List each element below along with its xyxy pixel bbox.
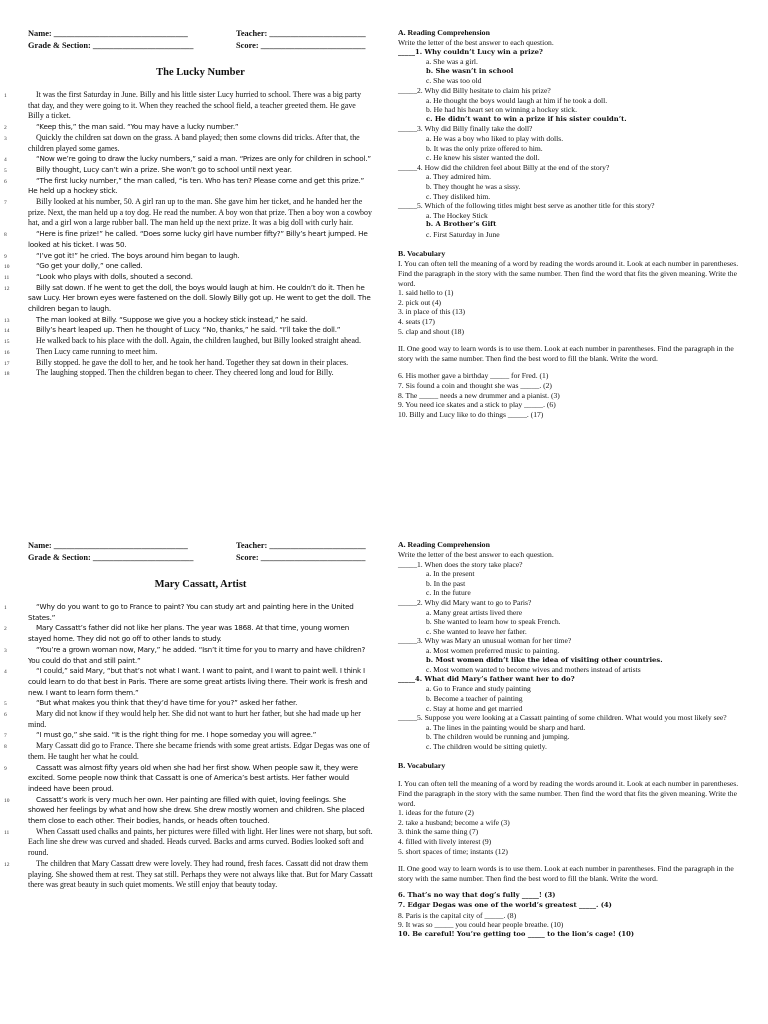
header-row-1 [28, 540, 373, 552]
paragraph-text: Billy stopped. he gave the doll to her, and he took her hand. Together they sat down in their places. [36, 357, 349, 367]
question-2: _____2. Why did Billy hesitate to claim his prize? [398, 85, 551, 95]
paragraph-text: He walked back to his place with the doll. Again, the children laughed, but Billy looked straight ahead. [36, 336, 361, 346]
paragraph-text: “But what makes you think that they’d have time for you?” asked her father. [36, 698, 298, 708]
paragraph-text: The children that Mary Cassatt drew were lovely. They had round, fresh faces. Cassatt did not draw them playing. She showed them at rest. They sat still. Perhaps they were not always like that. But for Mary Cassatt there was great beauty in such quiet moments. We still enjoy that beauty today. [28, 858, 373, 890]
name-field: Name: ________________________________ [28, 541, 188, 550]
story-paragraph [4, 164, 373, 176]
story-paragraph [4, 709, 373, 730]
option: a. The lines in the painting would be sharp and hard. [426, 722, 586, 732]
story-column [4, 28, 373, 379]
story-paragraph [4, 346, 373, 358]
vocab-item: 9. It was so _____ you could hear people breathe. (10) [398, 920, 564, 930]
vocabulary-part2-instruction: II. One good way to learn words is to use them. Look at each number in parentheses. Find the paragraph in the story with the same number. Then find the best word to fill the blank. Write the word. [398, 344, 734, 363]
paragraph-text: Billy’s heart leaped up. Then he thought of Lucy. “No, thanks,” he said. “I’ll take the doll.” [36, 325, 341, 335]
paragraph-number: 13 [4, 317, 10, 324]
option: b. Become a teacher of painting [426, 693, 523, 703]
vocab-item: 10. Be careful! You’re getting too _____ to the lion’s cage! (10) [398, 929, 635, 938]
story-paragraph [4, 741, 373, 762]
paragraph-number: 9 [4, 253, 7, 260]
paragraph-number: 10 [4, 797, 10, 804]
option: b. They thought he was a sissy. [426, 181, 521, 191]
question-4: _____4. How did the children feel about Billy at the end of the story? [398, 162, 610, 172]
teacher-field: Teacher: _______________________ [236, 29, 366, 38]
vocab-item: 7. Edgar Degas was one of the world’s greatest _____. (4) [398, 901, 612, 909]
header-row-2 [28, 40, 373, 52]
paragraph-text: The man looked at Billy. “Suppose we give you a hockey stick instead,” he said. [36, 314, 308, 324]
story-paragraph [4, 336, 373, 347]
vocabulary-part1-instruction: I. You can often tell the meaning of a word by reading the words around it. Look at each number in parentheses. Find the paragraph in the story with the same number. Then find the word that fits the given meaning. Write the word. [398, 259, 739, 288]
paragraph-number: 1 [4, 605, 7, 611]
paragraph-number: 18 [4, 371, 10, 378]
paragraph-number: 4 [4, 669, 7, 676]
option: c. She wanted to leave her father. [426, 626, 527, 636]
story-paragraph [4, 271, 373, 283]
paragraph-text: Billy thought, Lucy can’t win a prize. She won’t go to school until next year. [36, 164, 292, 174]
grade-field: Grade & Section: ________________________ [28, 553, 194, 562]
option: c. He didn’t want to win a prize if his sister couldn’t. [426, 114, 627, 123]
story-paragraph [4, 368, 373, 379]
story-paragraph [4, 644, 373, 666]
story-paragraph [4, 261, 373, 272]
story-paragraph [4, 175, 373, 197]
paragraph-number: 3 [4, 135, 7, 142]
option: a. Many great artists lived there [426, 607, 523, 617]
reading-section-title: A. Reading Comprehension [398, 28, 490, 37]
option: a. They admired him. [426, 172, 492, 182]
paragraph-number: 5 [4, 167, 7, 174]
vocabulary-section-title: B. Vocabulary [398, 761, 446, 771]
paragraph-text: “I’ve got it!” he cried. The boys around him began to laugh. [36, 250, 240, 260]
paragraph-number: 17 [4, 360, 10, 367]
story-paragraph [4, 314, 373, 326]
question-1: _____1. When does the story take place? [398, 559, 523, 569]
questions-column [398, 28, 748, 419]
paragraph-text: Mary Cassatt did go to France. There she became friends with some great artists. Edgar Degas was one of them. He taught her what he could. [28, 741, 370, 761]
option: a. In the present [426, 569, 475, 579]
option: b. Most women didn’t like the idea of visiting other countries. [426, 655, 663, 664]
vocab-item: 1. said hello to (1) [398, 288, 454, 298]
story-paragraph [4, 197, 373, 229]
paragraph-text: Mary did not know if they would help her. She did not want to hurt her father, but she had made up her mind. [28, 709, 361, 729]
story-paragraph [4, 826, 373, 859]
vocabulary-part1-instruction: I. You can often tell the meaning of a word by reading the words around it. Look at each number in parentheses. Find the paragraph in the story with the same number. Then find the word that fits the given meaning. Write the word. [398, 779, 739, 808]
paragraph-number: 7 [4, 200, 7, 207]
paragraph-text: It was the first Saturday in June. Billy and his little sister Lucy hurried to school. There was a big party that day, and they were going to it. When they reached the school field, a teacher greeted them. He gave Billy a ticket. [28, 90, 362, 121]
story-paragraph [4, 762, 373, 795]
paragraph-number: 2 [4, 626, 7, 633]
header-row-2 [28, 552, 373, 564]
option: a. Go to France and study painting [426, 684, 531, 694]
story-body [4, 602, 373, 891]
paragraph-text: Then Lucy came running to meet him. [36, 346, 158, 356]
paragraph-text: “You’re a grown woman now, Mary,” he added. “Isn’t it time for you to marry and have children? You could do that and still paint.” [28, 644, 366, 665]
question-3: _____3. Why was Mary an unusual woman for her time? [398, 636, 572, 646]
option: b. She wasn’t in school [426, 66, 514, 75]
story-paragraph [4, 122, 373, 133]
option: b. A Brother’s Gift [426, 220, 497, 229]
paragraph-number: 12 [4, 861, 10, 868]
story-paragraph [4, 698, 373, 709]
option: c. She was too old [426, 76, 482, 86]
paragraph-number: 3 [4, 647, 7, 654]
story-column [4, 540, 373, 891]
option: b. She wanted to learn how to speak French. [426, 617, 561, 627]
paragraph-text: Billy sat down. If he went to get the doll, the boys would laugh at him. He couldn’t do it. Then he saw Lucy. Her brown eyes were fastened on the doll. Slowly Billy got up. He went to get the doll. The children began to laugh. [28, 282, 371, 314]
story-body [4, 90, 373, 379]
story-title: The Lucky Number [156, 67, 245, 78]
teacher-field: Teacher: _______________________ [236, 541, 366, 550]
vocab-item: 5. short spaces of time; instants (12) [398, 846, 508, 856]
vocab-item: 2. pick out (4) [398, 297, 442, 307]
vocab-item: 8. Paris is the capital city of _____. (8) [398, 910, 517, 920]
vocabulary-section-title: B. Vocabulary [398, 249, 446, 259]
story-paragraph [4, 250, 373, 262]
paragraph-text: “Go get your dolly,” one called. [36, 261, 143, 271]
vocab-item: 7. Sis found a coin and thought she was _____. (2) [398, 381, 552, 390]
paragraph-number: 11 [4, 274, 10, 281]
paragraph-number: 6 [4, 178, 7, 185]
story-paragraph [4, 154, 373, 165]
story-title: Mary Cassatt, Artist [154, 579, 247, 590]
option: a. She was a girl. [426, 57, 478, 67]
vocab-item: 10. Billy and Lucy like to do things _____. (17) [398, 409, 544, 419]
score-field: Score: _________________________ [236, 553, 366, 562]
paragraph-text: When Cassatt used chalks and paints, her pictures were filled with light. Her lines were not sharp, but soft. Each line she drew was curved and shaded. Heads curved. Backs and arms curved. Bodies looked soft and round. [28, 826, 373, 858]
paragraph-number: 12 [4, 285, 10, 292]
paragraph-number: 6 [4, 712, 7, 719]
story-paragraph [4, 730, 373, 741]
paragraph-text: Cassatt was almost fifty years old when she had her first show. When people saw it, they were excited. Some people now think that Cassatt is one of America’s best artists. Her father would indeed have been proud. [28, 762, 358, 793]
paragraph-text: “Here is fine prize!” he called. “Does some lucky girl have number fifty?” Billy’s heart jumped. He looked at his ticket. I was 50. [28, 229, 368, 249]
paragraph-text: “Why do you want to go to France to paint? You can study art and painting here in the United States.” [28, 602, 354, 622]
paragraph-number: 7 [4, 733, 7, 740]
paragraph-number: 1 [4, 93, 7, 99]
question-4: _____4. What did Mary’s father want her to do? [398, 674, 575, 683]
paragraph-text: “Now we’re going to draw the lucky numbers,” said a man. “Prizes are only for children in school.” [36, 154, 371, 164]
question-2: _____2. Why did Mary want to go to Paris? [398, 597, 532, 607]
question-5: _____5. Suppose you were looking at a Cassatt painting of some children. What would you most likely see? [398, 713, 727, 723]
story-paragraph [4, 602, 373, 623]
paragraph-number: 9 [4, 765, 7, 772]
paragraph-number: 4 [4, 157, 7, 164]
vocab-item: 1. ideas for the future (2) [398, 808, 474, 818]
vocab-item: 6. His mother gave a birthday _____ for Fred. (1) [398, 371, 549, 381]
paragraph-text: Mary Cassatt’s father did not like her plans. The year was 1868. At that time, young women stayed home. They did not go off to other lands to study. [28, 623, 350, 644]
vocab-item: 2. take a husband; become a wife (3) [398, 817, 510, 827]
question-5: _____5. Which of the following titles might best serve as another title for this story? [398, 201, 655, 211]
vocabulary-part2-instruction: II. One good way to learn words is to use them. Look at each number in parentheses. Find the paragraph in the story with the same number. Then find the best word to fill the blank. Write the word. [398, 864, 734, 883]
paragraph-text: “I could,” said Mary, “but that’s not what I want. I want to paint, and I want to paint well. I think I could learn to do that best in Paris. There are some great artists living there. Their work is fresh and new. I want to learn form them.” [28, 666, 368, 697]
paragraph-number: 8 [4, 744, 7, 751]
story-paragraph [4, 90, 373, 122]
option: a. He was a boy who liked to play with dolls. [426, 133, 564, 143]
vocab-item: 3. think the same thing (7) [398, 827, 479, 837]
option: a. Most women preferred music to painting. [426, 645, 560, 655]
paragraph-number: 8 [4, 232, 7, 239]
vocab-item: 8. The _____ needs a new drummer and a pianist. (3) [398, 390, 560, 400]
vocab-item: 4. filled with lively interest (9) [398, 837, 492, 847]
option: a. He thought the boys would laugh at him if he took a doll. [426, 95, 608, 105]
story-paragraph [4, 623, 373, 644]
paragraph-number: 15 [4, 339, 10, 346]
vocab-item: 6. That’s no way that dog’s fully _____! (3) [398, 891, 556, 900]
story-paragraph [4, 858, 373, 891]
paragraph-text: “The first lucky number,” the man called, “is ten. Who has ten? Please come and get this prize.” He held up a hockey stick. [28, 175, 365, 196]
paragraph-number: 14 [4, 328, 10, 335]
story-paragraph [4, 229, 373, 250]
vocab-item: 9. You need ice skates and a stick to play _____. (6) [398, 400, 556, 410]
question-1: _____1. Why couldn’t Lucy win a prize? [398, 47, 543, 56]
story-paragraph [4, 325, 373, 336]
paragraph-text: Cassatt’s work is very much her own. Her painting are filled with quiet, loving feelings. She showed her feelings by what and how she drew. She drew mostly women and children. She placed them close to each other. Their bodies, hands, or heads often touched. [28, 794, 365, 826]
vocab-item: 4. seats (17) [398, 317, 435, 327]
reading-section-title: A. Reading Comprehension [398, 540, 490, 549]
option: c. Most women wanted to become wives and mothers instead of artists [426, 665, 641, 675]
option: a. The Hockey Stick [426, 210, 488, 220]
option: c. The children would be sitting quietly. [426, 741, 547, 751]
paragraph-text: “I must go,” she said. “It is the right thing for me. I hope someday you will agree.” [36, 730, 317, 740]
paragraph-number: 5 [4, 701, 7, 708]
option: c. In the future [426, 588, 471, 598]
paragraph-number: 2 [4, 125, 7, 132]
paragraph-number: 11 [4, 829, 10, 836]
vocab-item: 5. clap and shout (18) [398, 326, 465, 336]
paragraph-number: 10 [4, 264, 10, 271]
paragraph-text: “Keep this,” the man said. “You may have a lucky number.” [36, 122, 239, 132]
reading-instruction: Write the letter of the best answer to each question. [398, 38, 554, 47]
reading-instruction: Write the letter of the best answer to each question. [398, 550, 554, 559]
story-paragraph [4, 132, 373, 154]
option: c. They disliked him. [426, 191, 491, 201]
header-row-1 [28, 28, 373, 40]
story-paragraph [4, 794, 373, 827]
paragraph-number: 16 [4, 349, 10, 356]
score-field: Score: _________________________ [236, 41, 366, 50]
story-paragraph [4, 357, 373, 369]
option: b. He had his heart set on winning a hockey stick. [426, 105, 577, 115]
question-3: _____3. Why did Billy finally take the doll? [398, 124, 533, 134]
vocab-item: 3. in place of this (13) [398, 307, 466, 317]
paragraph-text: Billy looked at his number, 50. A girl ran up to the man. She gave him her ticket, and he handed her the prize. Next, the man held up a toy dog. He read the number. A boy won that prize. Then a boy won a cowboy hat, and a girl won a large rubber ball. The man held up the next prize. It was a big doll with curly hair. [28, 197, 372, 228]
paragraph-text: Quickly the children sat down on the grass. A band played; then some clowns did tricks. After that, the children played some games. [28, 132, 360, 153]
paragraph-text: “Look who plays with dolls, shouted a second. [36, 271, 193, 281]
option: c. He knew his sister wanted the doll. [426, 153, 540, 163]
option: b. The children would be running and jumping. [426, 732, 570, 742]
option: b. It was the only prize offered to him. [426, 143, 543, 153]
questions-column [398, 540, 748, 939]
option: c. First Saturday in June [426, 229, 500, 239]
story-paragraph [4, 282, 373, 315]
option: b. In the past [426, 578, 466, 588]
option: c. Stay at home and get married [426, 703, 523, 713]
name-field: Name: ________________________________ [28, 29, 188, 38]
grade-field: Grade & Section: ________________________ [28, 41, 194, 50]
story-paragraph [4, 666, 373, 698]
paragraph-text: The laughing stopped. Then the children began to cheer. They cheered long and loud for Billy. [36, 368, 334, 378]
worksheet-mary-cassatt [0, 512, 768, 1024]
